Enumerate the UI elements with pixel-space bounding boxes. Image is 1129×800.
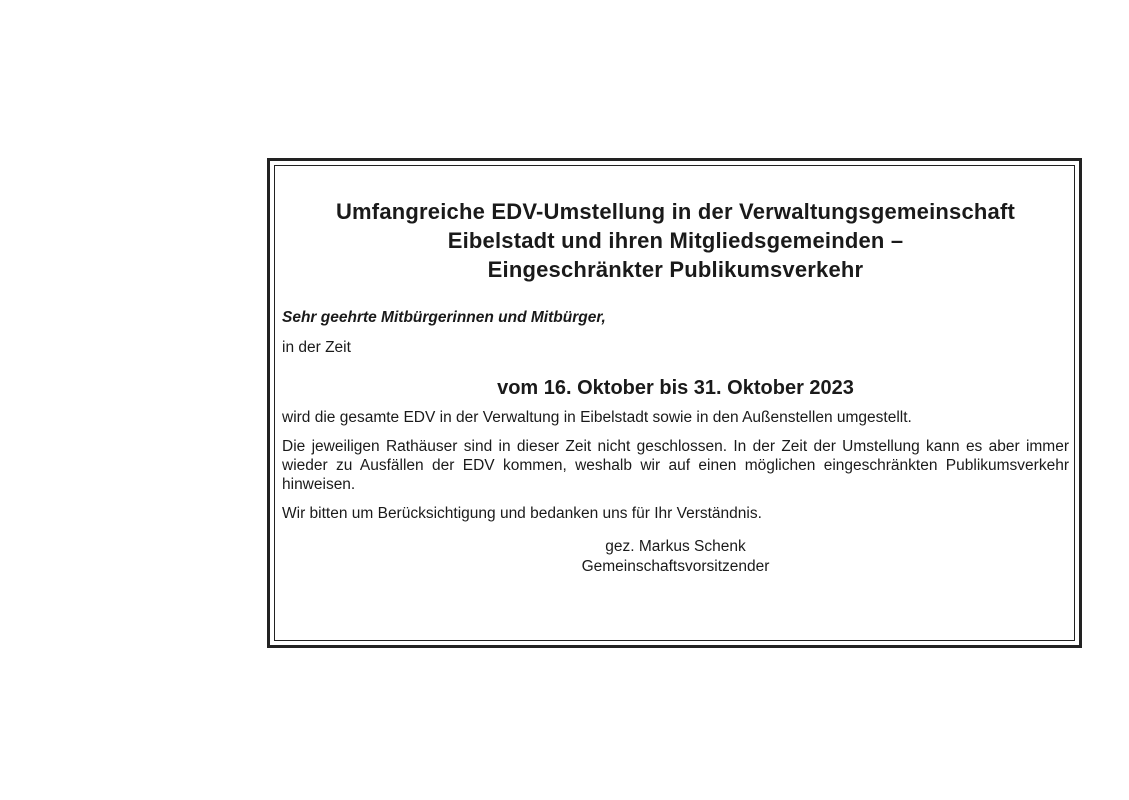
title-line-3: Eingeschränkter Publikumsverkehr bbox=[487, 257, 864, 282]
title-line-2: Eibelstadt und ihren Mitgliedsgemeinden – bbox=[447, 228, 904, 253]
date-range: vom 16. Oktober bis 31. Oktober 2023 bbox=[497, 377, 854, 399]
signature-name: gez. Markus Schenk bbox=[605, 538, 746, 555]
signature-role: Gemeinschaftsvorsitzender bbox=[581, 558, 770, 575]
salutation: Sehr geehrte Mitbürgerinnen und Mitbürger, bbox=[282, 309, 606, 326]
notice-content bbox=[282, 197, 1069, 577]
intro-text: in der Zeit bbox=[282, 339, 351, 356]
title-line-1: Umfangreiche EDV-Umstellung in der Verwaltungsgemeinschaft bbox=[335, 199, 1016, 224]
paragraph-1: wird die gesamte EDV in der Verwaltung in Eibelstadt sowie in den Außenstellen umgestellt. bbox=[282, 409, 912, 426]
notice-frame bbox=[267, 158, 1082, 648]
paragraph-3: Wir bitten um Berücksichtigung und bedanken uns für Ihr Verständnis. bbox=[282, 505, 762, 522]
signature bbox=[282, 537, 1069, 577]
notice-title bbox=[282, 197, 1069, 284]
paragraph-2: Die jeweiligen Rathäuser sind in dieser Zeit nicht geschlossen. In der Zeit der Umstellung kann es aber immer wieder zu Ausfällen der EDV kommen, weshalb wir auf einen möglichen eingeschränkten Publikumsverkehr hinweisen. bbox=[282, 438, 1069, 493]
